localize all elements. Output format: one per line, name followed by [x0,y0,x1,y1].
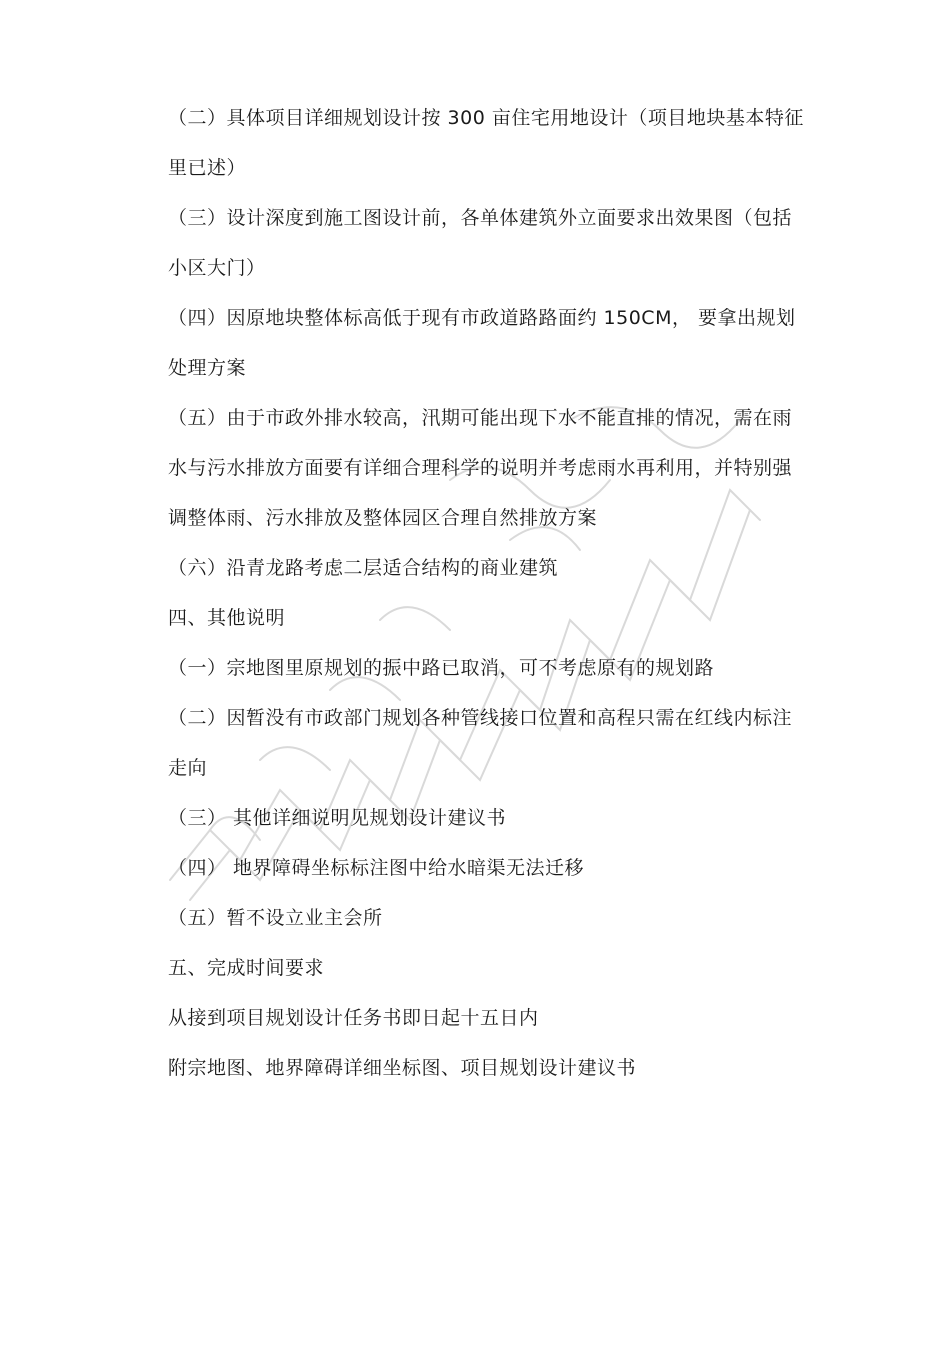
text-line: （四）因原地块整体标高低于现有市政道路路面约 150CM， 要拿出规划 [168,307,796,329]
text-line: 水与污水排放方面要有详细合理科学的说明并考虑雨水再利用，并特别强 [168,457,793,479]
section-heading: 五、完成时间要求 [168,957,325,979]
text-line: （三）设计深度到施工图设计前，各单体建筑外立面要求出效果图（包括 [168,207,793,229]
text-line: 附宗地图、地界障碍详细坐标图、项目规划设计建议书 [168,1057,637,1079]
watermark-stamp [150,360,790,920]
text-line: （五）由于市政外排水较高，汛期可能出现下水不能直排的情况，需在雨 [168,407,793,429]
text-line: （一）宗地图里原规划的振中路已取消，可不考虑原有的规划路 [168,657,715,679]
text-line: （五）暂不设立业主会所 [168,907,383,929]
text-line: 调整体雨、污水排放及整体园区合理自然排放方案 [168,507,598,529]
text-line: （四） 地界障碍坐标标注图中给水暗渠无法迁移 [168,857,585,879]
text-line: （六）沿青龙路考虑二层适合结构的商业建筑 [168,557,559,579]
text-line: 小区大门） [168,257,266,279]
text-line: （二）具体项目详细规划设计按 300 亩住宅用地设计（项目地块基本特征 [168,107,804,129]
text-line: 从接到项目规划设计任务书即日起十五日内 [168,1007,539,1029]
section-heading: 四、其他说明 [168,607,286,629]
text-line: 里已述） [168,157,247,179]
text-line: 走向 [168,757,208,779]
text-line: （三） 其他详细说明见规划设计建议书 [168,807,507,829]
text-line: （二）因暂没有市政部门规划各种管线接口位置和高程只需在红线内标注 [168,707,793,729]
text-line: 处理方案 [168,357,247,379]
